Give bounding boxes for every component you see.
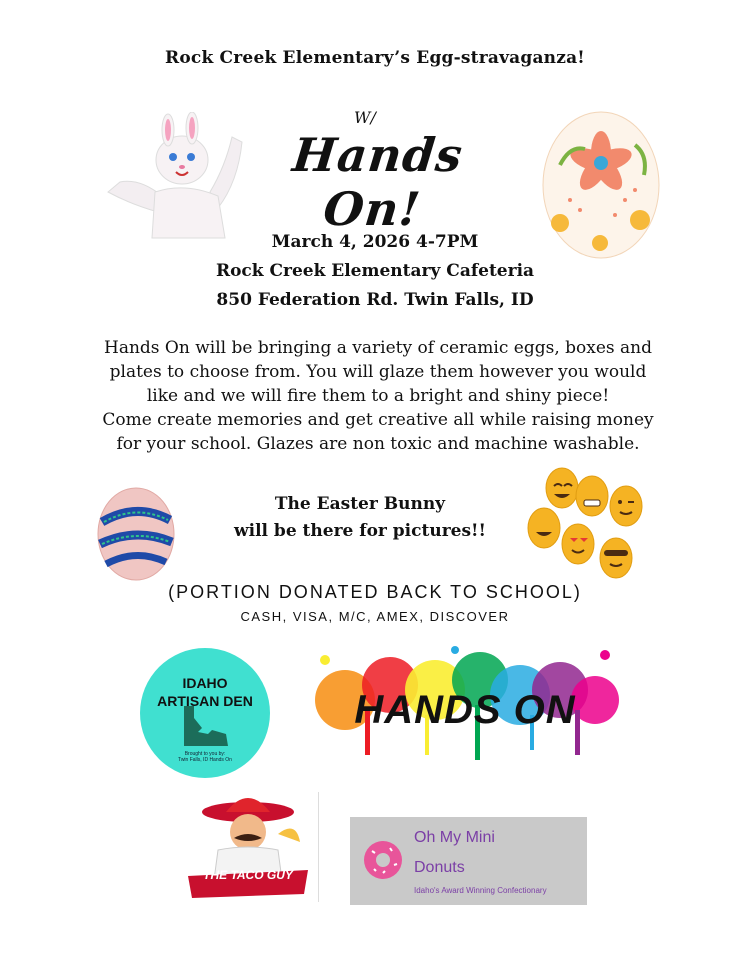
emoji-eggs-image <box>526 466 648 584</box>
donuts-name-line1: Oh My Mini <box>414 829 495 846</box>
with-label: W/ <box>354 108 376 127</box>
donuts-tagline: Idaho's Award Winning Confectionary <box>414 886 547 895</box>
event-address: 850 Federation Rd. Twin Falls, ID <box>216 290 534 310</box>
artisan-credit-line2: Twin Falls, ID Hands On <box>178 757 232 763</box>
donuts-name-line2: Donuts <box>414 859 465 876</box>
payment-methods: CASH, VISA, M/C, AMEX, DISCOVER <box>240 609 510 624</box>
event-venue: Rock Creek Elementary Cafeteria <box>215 261 535 281</box>
taco-guy-mascot-icon <box>178 790 318 902</box>
portion-donated-notice: (PORTION DONATED BACK TO SCHOOL) <box>168 582 582 602</box>
event-date-time: March 4, 2026 4-7PM <box>271 232 479 252</box>
event-description <box>78 336 678 456</box>
sponsor-divider <box>318 792 319 902</box>
artisan-den-line2: ARTISAN DEN <box>157 693 253 709</box>
easter-bunny-image <box>100 112 245 242</box>
artisan-den-credit <box>140 751 270 763</box>
flyer-title: Rock Creek Elementary’s Egg-stravaganza! <box>165 48 585 68</box>
artisan-credit-line1: Brought to you by: <box>184 751 226 757</box>
striped-egg-image <box>94 482 178 582</box>
idaho-artisan-den-logo <box>140 648 270 778</box>
artisan-den-line1: IDAHO <box>182 675 228 691</box>
easter-bunny-line: The Easter Bunny <box>274 494 446 514</box>
taco-guy-logo <box>178 790 318 902</box>
description-line: for your school. Glazes are non toxic and machine washable. <box>116 434 640 454</box>
hands-on-logo-text: HANDS ON <box>354 688 576 732</box>
easter-bunny-pictures-line: will be there for pictures!! <box>234 521 486 541</box>
oh-my-mini-donuts-logo <box>350 817 587 905</box>
idaho-state-icon <box>178 704 232 748</box>
taco-guy-name: THE TACO GUY <box>203 868 293 882</box>
hands-on-headline: Hands On! <box>290 128 466 236</box>
description-line: plates to choose from. You will glaze them however you would <box>109 362 647 382</box>
description-line: like and we will fire them to a bright and shiny piece! <box>146 386 610 406</box>
donut-icon <box>362 839 404 881</box>
description-line: Come create memories and get creative all while raising money <box>102 410 654 430</box>
description-line: Hands On will be bringing a variety of ceramic eggs, boxes and <box>104 338 652 358</box>
hands-on-logo <box>305 640 625 770</box>
